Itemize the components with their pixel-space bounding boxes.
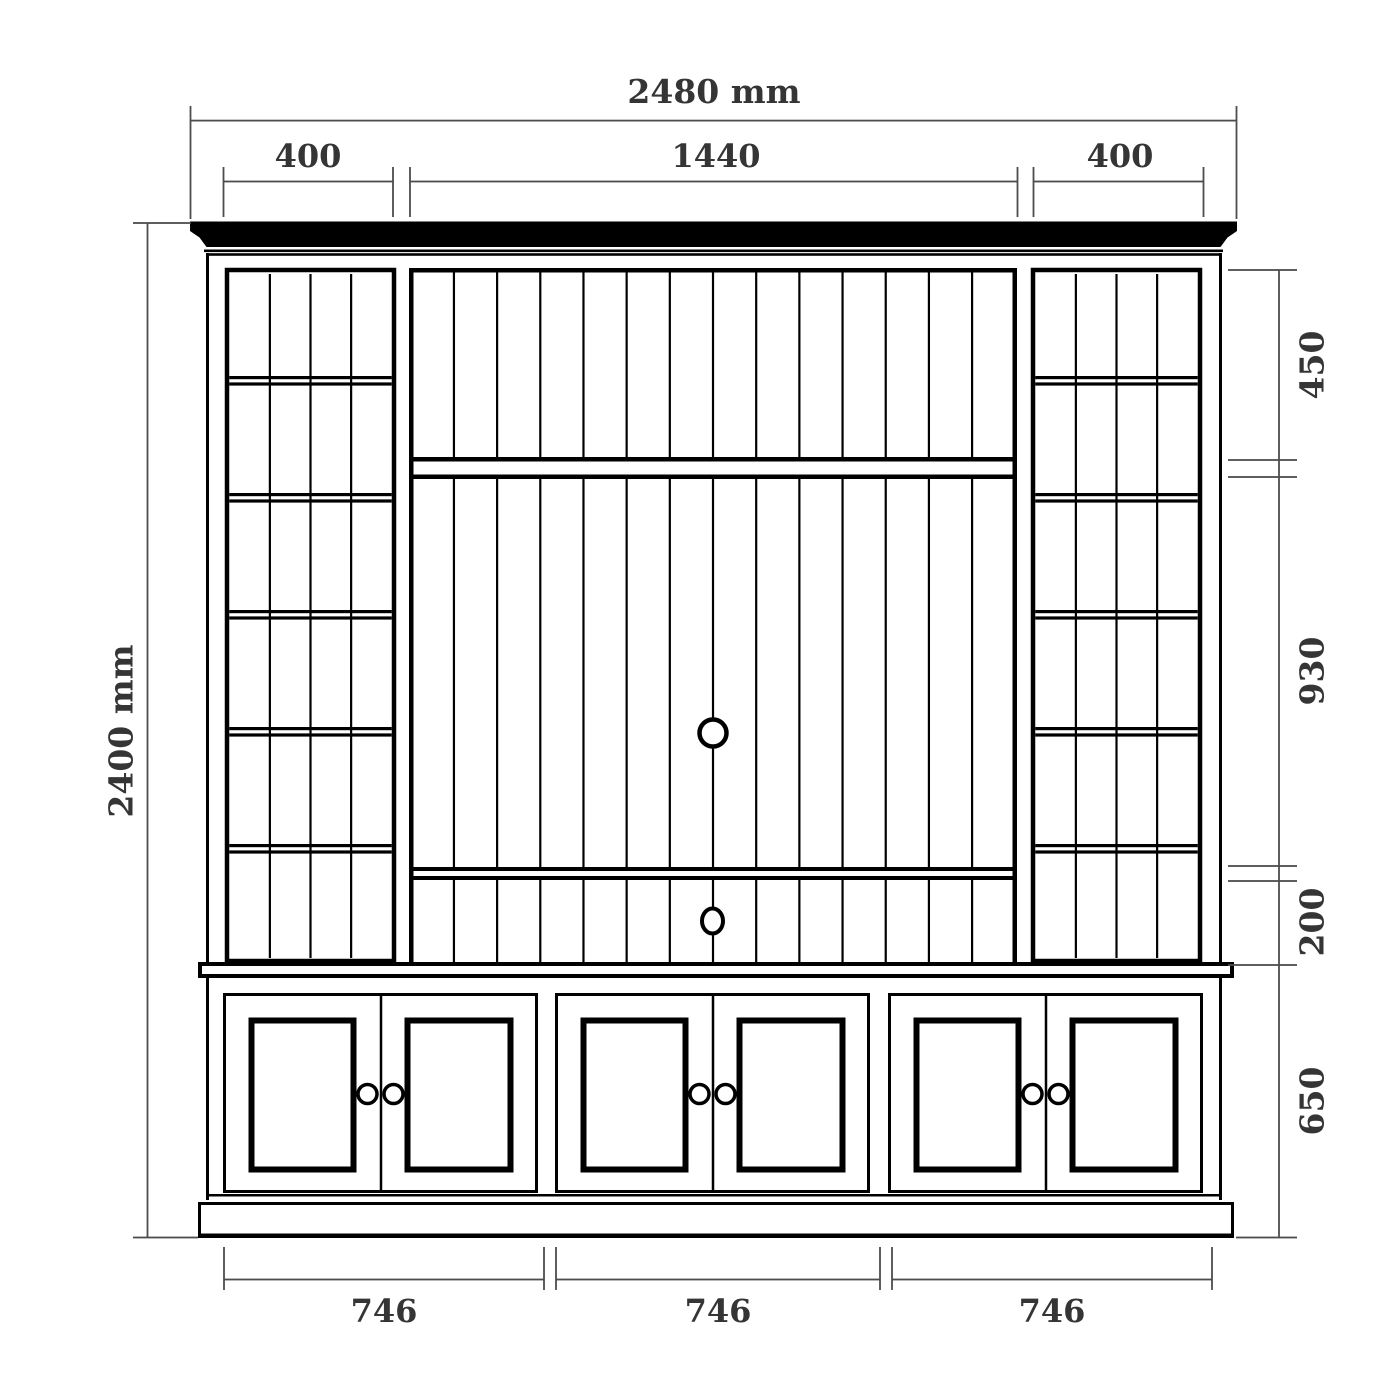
drawer-knob — [702, 909, 723, 934]
beadboard-groove-line — [841, 272, 843, 457]
center-right-stile — [1013, 268, 1018, 962]
dim-line-overall-width — [190, 120, 1237, 122]
dim-extension-tick — [1228, 964, 1297, 966]
dim-extension-tick — [223, 167, 225, 217]
door-panel — [1073, 1021, 1176, 1170]
beadboard-groove-line — [539, 880, 541, 962]
right-middle-segment-label: 930 — [1292, 636, 1332, 706]
shelf-edge-line — [229, 382, 392, 385]
shelf-edge-line — [1035, 844, 1198, 847]
bottom-center-segment-label: 746 — [684, 1292, 752, 1330]
bottom-left-segment-label: 746 — [350, 1292, 418, 1330]
base-bottom-rail-line — [206, 1194, 1222, 1197]
beadboard-groove-line — [453, 880, 455, 962]
plinth-base — [200, 1204, 1233, 1237]
bottom-right-segment-label: 746 — [1018, 1292, 1086, 1330]
shelf-edge-line — [1035, 376, 1198, 379]
right-side-panel-line — [1219, 253, 1222, 978]
beadboard-groove-line — [582, 272, 584, 457]
dim-extension-tick — [1033, 167, 1035, 217]
dim-extension-tick — [1228, 459, 1297, 461]
door-knob — [1049, 1085, 1068, 1104]
dim-extension-tick — [879, 1247, 881, 1290]
dim-line-top-left — [224, 181, 394, 183]
door-knob — [358, 1085, 377, 1104]
beadboard-groove-line — [669, 272, 671, 457]
dim-extension-tick — [133, 1237, 198, 1239]
beadboard-groove-line — [798, 479, 800, 867]
beadboard-groove-line — [928, 272, 930, 457]
beadboard-groove-line — [928, 479, 930, 867]
dim-extension-tick — [409, 167, 411, 217]
shelf-edge-line — [229, 850, 392, 853]
dim-line-bottom-right — [892, 1279, 1212, 1281]
overall-height-label: 2400 mm — [101, 644, 141, 818]
cornice-crown-molding — [190, 222, 1237, 253]
cornice-trim-line — [204, 250, 1223, 253]
beadboard-groove-line — [971, 272, 973, 457]
base-right-side-line — [1219, 978, 1222, 1200]
dim-line-bottom-left — [224, 1279, 544, 1281]
dim-extension-tick — [392, 167, 394, 217]
top-center-segment-label: 1440 — [671, 137, 761, 175]
dim-extension-tick — [891, 1247, 893, 1290]
beadboard-groove-line — [496, 479, 498, 867]
beadboard-groove-line — [841, 479, 843, 867]
shelf-edge-line — [1035, 733, 1198, 736]
shelf-edge-line — [1035, 610, 1198, 613]
dim-extension-tick — [190, 106, 192, 219]
right-drawer-segment-label: 200 — [1292, 887, 1332, 957]
door-knob — [1023, 1085, 1042, 1104]
dim-extension-tick — [223, 1247, 225, 1290]
shelf-edge-line — [1035, 499, 1198, 502]
tv-panel-knob — [700, 720, 727, 747]
door-panel — [740, 1021, 843, 1170]
beadboard-groove-line — [971, 880, 973, 962]
shelf-edge-line — [229, 844, 392, 847]
dim-extension-tick — [1203, 167, 1205, 217]
beadboard-groove-line — [496, 880, 498, 962]
door-panel — [917, 1021, 1019, 1170]
door-panel — [584, 1021, 686, 1170]
beadboard-groove-line — [626, 479, 628, 867]
dim-extension-tick — [1017, 167, 1019, 217]
lower-shelf-line — [411, 876, 1015, 880]
lower-shelf-line — [411, 867, 1015, 871]
beadboard-groove-line — [885, 880, 887, 962]
shelf-edge-line — [229, 727, 392, 730]
overall-width-label: 2480 mm — [627, 72, 801, 111]
beadboard-groove-line — [755, 880, 757, 962]
shelf-edge-line — [229, 610, 392, 613]
dim-extension-tick — [555, 1247, 557, 1290]
dim-line-overall-height — [147, 223, 149, 1238]
beadboard-groove-line — [928, 880, 930, 962]
shelf-edge-line — [1035, 616, 1198, 619]
shelf-edge-line — [229, 376, 392, 379]
top-left-segment-label: 400 — [274, 137, 342, 175]
beadboard-groove-line — [841, 880, 843, 962]
dim-line-top-center — [410, 181, 1018, 183]
door-knob — [384, 1085, 403, 1104]
dim-line-bottom-center — [556, 1279, 880, 1281]
door-panel — [408, 1021, 511, 1170]
beadboard-groove-line — [626, 272, 628, 457]
beadboard-groove-line — [712, 272, 714, 457]
beadboard-groove-line — [885, 479, 887, 867]
door-divider-line — [712, 993, 715, 1193]
dim-extension-tick — [1228, 476, 1297, 478]
shelf-edge-line — [229, 733, 392, 736]
right-base-segment-label: 650 — [1292, 1066, 1332, 1136]
left-side-panel-line — [206, 253, 209, 978]
dim-line-top-right — [1034, 181, 1204, 183]
plinth-bottom-edge — [198, 1234, 1234, 1239]
counter-top — [200, 964, 1232, 976]
beadboard-groove-line — [453, 479, 455, 867]
top-rail-line — [206, 253, 1222, 256]
tv-shelf-line — [411, 457, 1015, 462]
beadboard-groove-line — [669, 880, 671, 962]
base-left-side-line — [206, 978, 209, 1200]
dimension-labels — [102, 72, 1332, 1330]
right-upper-segment-label: 450 — [1292, 330, 1332, 400]
dim-extension-tick — [133, 222, 191, 224]
beadboard-groove-line — [755, 479, 757, 867]
beadboard-groove-line — [539, 479, 541, 867]
shelf-edge-line — [229, 499, 392, 502]
beadboard-groove-line — [496, 272, 498, 457]
dim-extension-tick — [1211, 1247, 1213, 1290]
shelf-edge-line — [229, 616, 392, 619]
door-divider-line — [380, 993, 383, 1193]
dim-extension-tick — [1228, 269, 1297, 271]
shelf-edge-line — [1035, 382, 1198, 385]
dim-extension-tick — [1228, 865, 1297, 867]
counter-top-band — [200, 964, 1232, 976]
center-left-stile — [409, 268, 414, 962]
door-panel — [252, 1021, 354, 1170]
door-knob — [716, 1085, 735, 1104]
dim-extension-tick — [1228, 880, 1297, 882]
shelf-edge-line — [1035, 493, 1198, 496]
shelf-edge-line — [1035, 850, 1198, 853]
center-tv-section — [409, 268, 1017, 962]
beadboard-groove-line — [971, 479, 973, 867]
dimension-lines — [133, 106, 1297, 1290]
center-top-rail — [409, 268, 1017, 273]
beadboard-groove-line — [582, 880, 584, 962]
door-knob — [690, 1085, 709, 1104]
dim-extension-tick — [1236, 106, 1238, 219]
beadboard-groove-line — [453, 272, 455, 457]
shelf-edge-line — [1035, 727, 1198, 730]
crown-molding-band — [190, 222, 1237, 248]
shelf-edge-line — [229, 493, 392, 496]
dim-line-right-heights — [1278, 270, 1280, 1238]
beadboard-groove-line — [582, 479, 584, 867]
beadboard-groove-line — [755, 272, 757, 457]
beadboard-groove-line — [798, 272, 800, 457]
beadboard-groove-line — [798, 880, 800, 962]
beadboard-groove-line — [539, 272, 541, 457]
base-cabinet — [198, 978, 1234, 1238]
top-right-segment-label: 400 — [1086, 137, 1154, 175]
tv-shelf-line — [411, 475, 1015, 480]
right-bookcase-section — [1033, 270, 1200, 961]
beadboard-groove-line — [712, 479, 714, 867]
beadboard-groove-line — [626, 880, 628, 962]
beadboard-groove-line — [669, 479, 671, 867]
dim-extension-tick — [543, 1247, 545, 1290]
door-divider-line — [1045, 993, 1048, 1193]
dim-extension-tick — [1236, 1237, 1297, 1239]
left-bookcase-section — [227, 270, 394, 961]
beadboard-groove-line — [885, 272, 887, 457]
